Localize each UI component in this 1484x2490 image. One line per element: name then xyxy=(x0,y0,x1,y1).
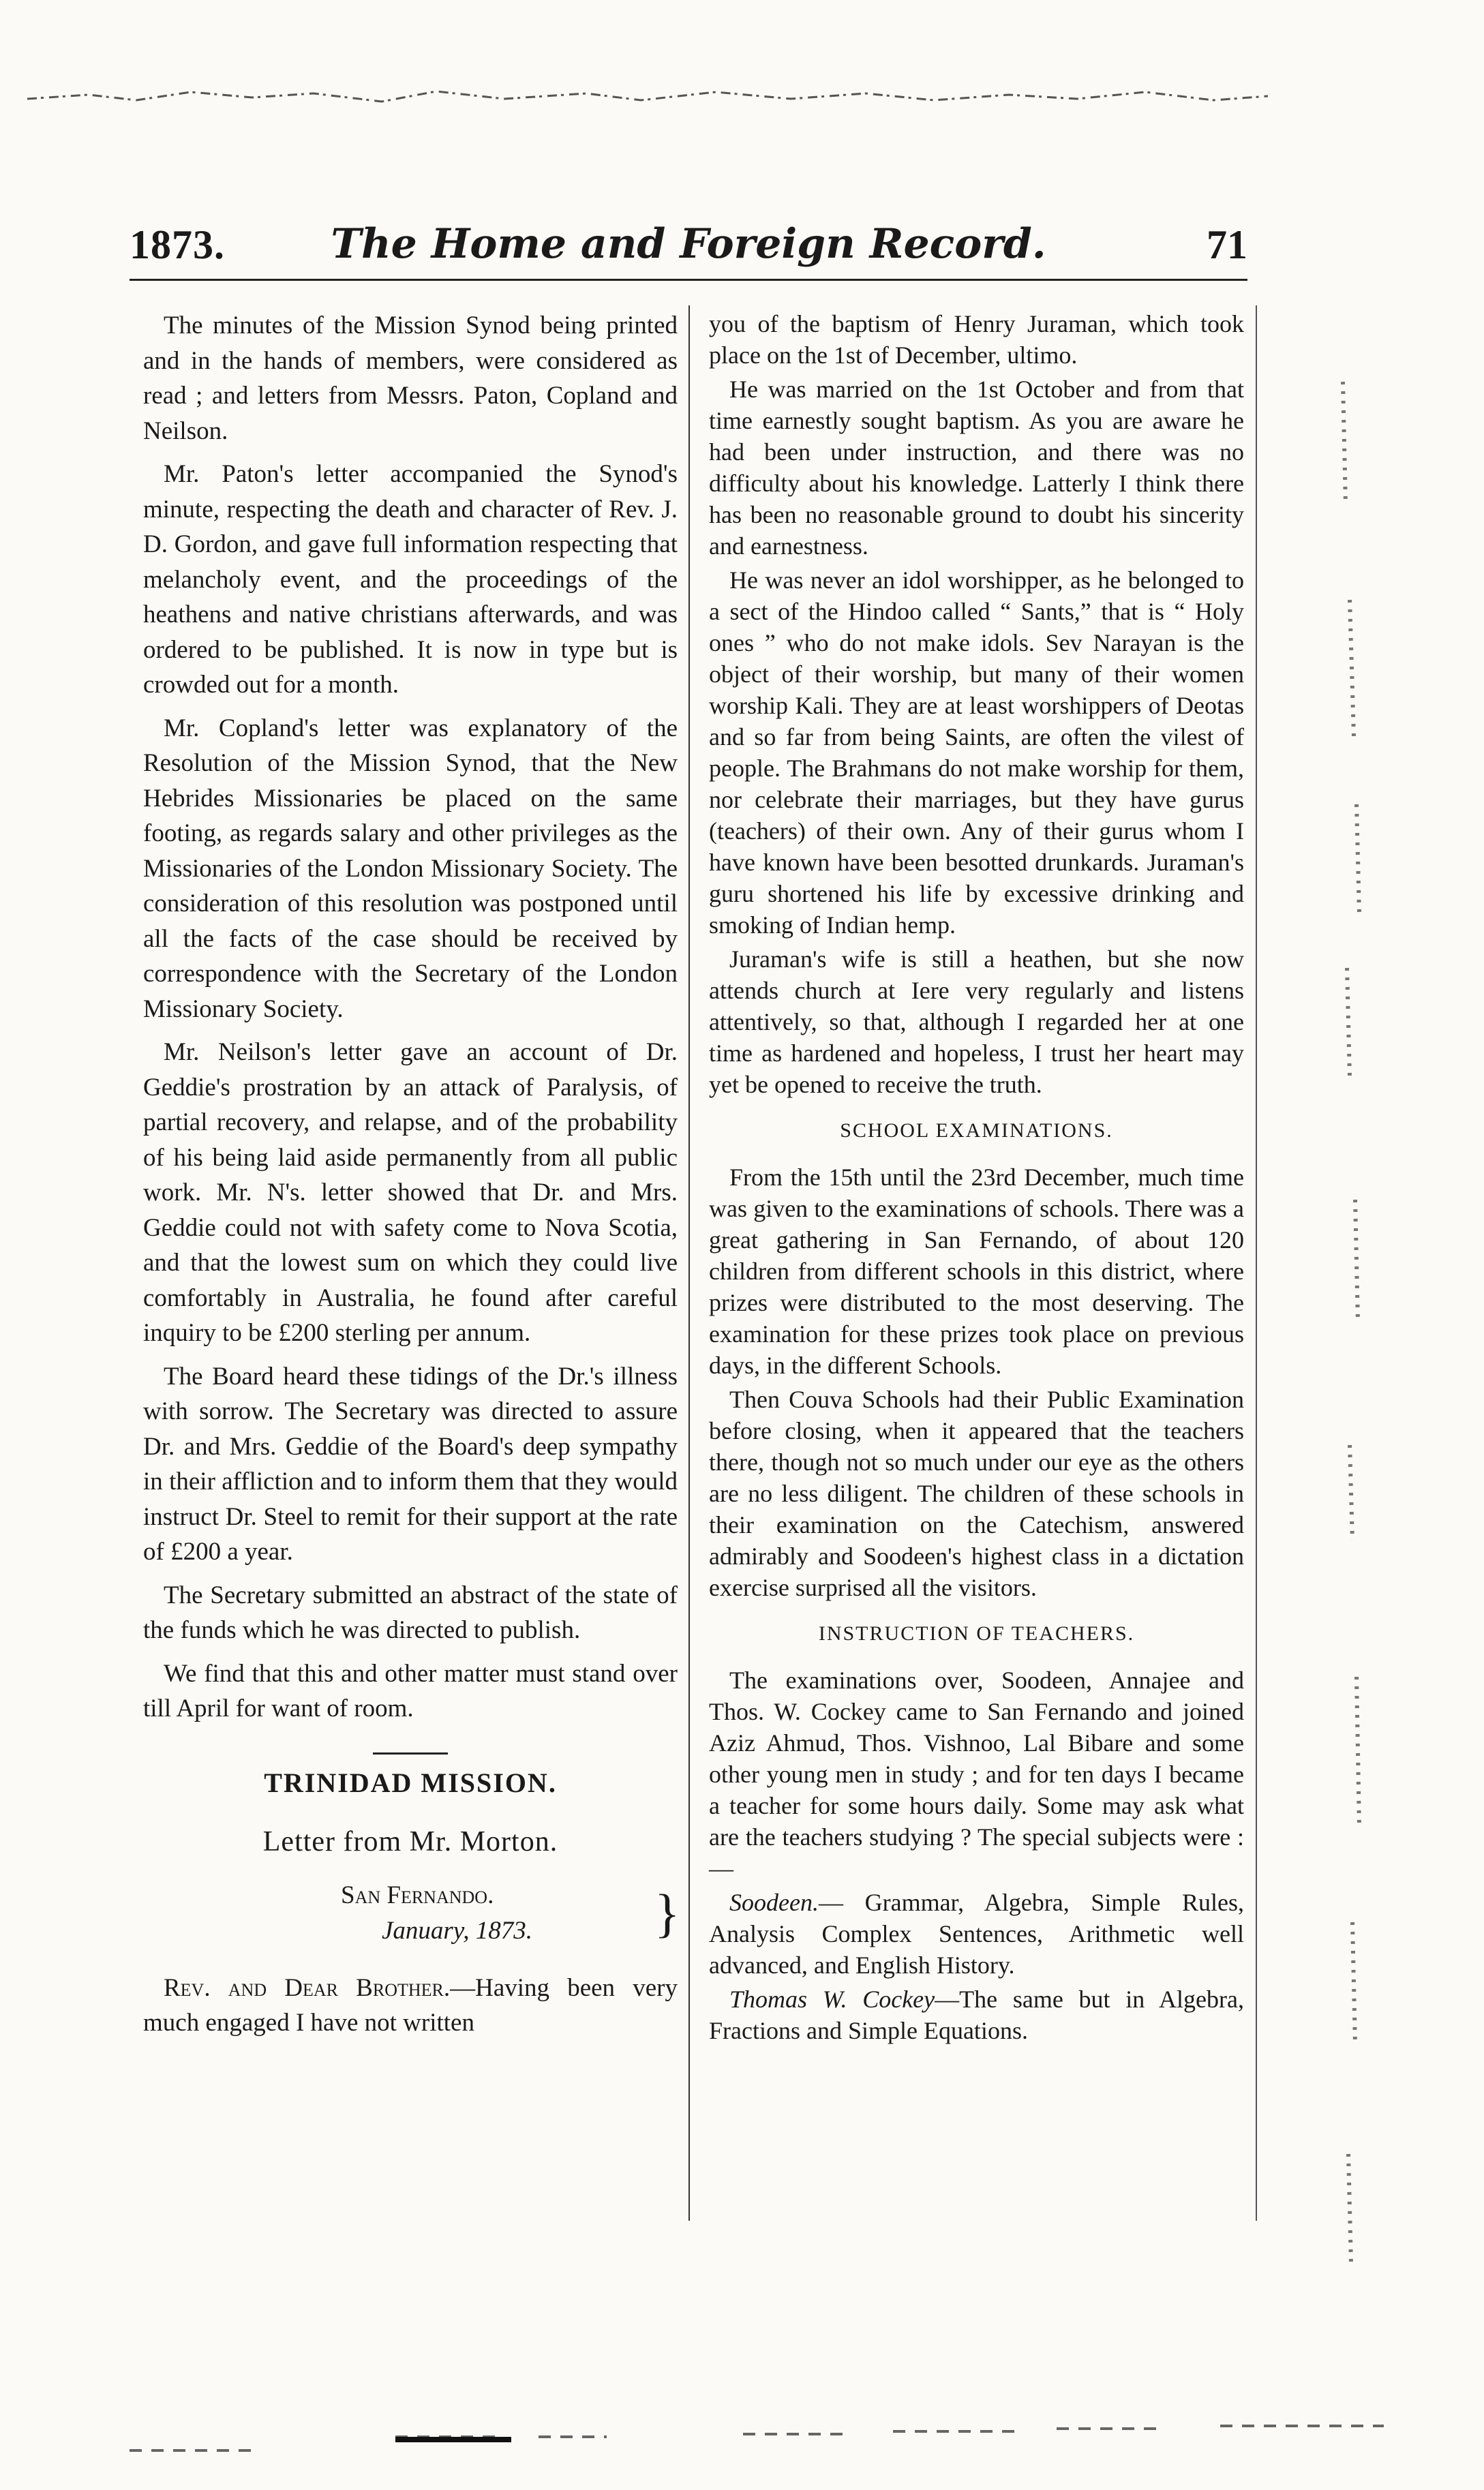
cockey-name: Thomas W. Cockey xyxy=(729,1986,935,2013)
paragraph: Mr. Paton's letter accompanied the Synod's minute, respecting the death and character of Rev. J. D. Gordon, and gave full information respecting that melancholy event, and the proceedings of the heathens and native christians afterwards, and was ordered to be published. It is now in type but is crowded out for a month. xyxy=(143,460,678,699)
scan-noise-top xyxy=(27,85,1268,108)
paragraph: Mr. Copland's letter was explanatory of the Resolution of the Mission Synod, that the New Hebrides Missionaries be placed on the same footing, as regards salary and other privileges as the Missionaries of the London Missionary Society. The consideration of this resolution was postponed until all the facts of the case should be received by correspondence with the Secretary of the London Missionary Society. xyxy=(143,714,678,1023)
dateline xyxy=(143,1878,678,1954)
brace-glyph: } xyxy=(654,1883,680,1943)
subheading-instruction-of-teachers: INSTRUCTION OF TEACHERS. xyxy=(818,1622,1135,1645)
left-column xyxy=(143,308,678,2041)
section-title: TRINIDAD MISSION. xyxy=(264,1767,557,1798)
dateline-date: January, 1873. xyxy=(382,1916,532,1945)
right-margin-rule xyxy=(1256,305,1257,2221)
letter-title: Letter from Mr. Morton. xyxy=(262,1826,558,1857)
header-rule xyxy=(130,279,1247,281)
header-title: The Home and Foreign Record. xyxy=(331,220,1046,268)
header-page-number: 71 xyxy=(1207,222,1247,267)
letter-opening xyxy=(143,1971,678,2041)
column-divider xyxy=(688,305,690,2221)
cockey-subjects: —The same but in Algebra, Fractions and Simple Equations. xyxy=(709,1986,1244,2044)
dateline-place: San Fernando. xyxy=(341,1881,494,1909)
paragraph-cockey xyxy=(709,1984,1244,2046)
soodeen-name: Soodeen. xyxy=(729,1889,819,1916)
paragraph: you of the baptism of Henry Juraman, which took place on the 1st of December, ultimo. xyxy=(709,310,1244,369)
paragraph: Juraman's wife is still a heathen, but she now attends church at Iere very regularly and listens attentively, so that, although I regarded her at one time as hardened and hopeless, I trust her heart may yet be opened to receive the truth. xyxy=(709,945,1244,1098)
paragraph: The minutes of the Mission Synod being printed and in the hands of members, were considered as read ; and letters from Messrs. Paton, Copland and Neilson. xyxy=(143,312,678,445)
header-year: 1873. xyxy=(130,222,225,267)
paragraph: The examinations over, Soodeen, Annajee and Thos. W. Cockey came to San Fernando and joined Aziz Ahmud, Thos. Vishnoo, Lal Bibare and some other young men in study ; and for ten days I became a teacher for some hours daily. Some may ask what are the teachers studying ? The special subjects were :— xyxy=(709,1667,1244,1882)
salutation: Rev. and Dear Brother. xyxy=(164,1973,451,2002)
paragraph: The Board heard these tidings of the Dr.'s illness with sorrow. The Secretary was directed to assure Dr. and Mrs. Geddie of the Board's deep sympathy in their affliction and to inform them that they would instruct Dr. Steel to remit for their support at the rate of £200 a year. xyxy=(143,1362,678,1566)
section-rule xyxy=(373,1752,448,1755)
margin-speckle xyxy=(1329,382,1438,2318)
paragraph: He was never an idol worshipper, as he belonged to a sect of the Hindoo called “ Sants,” that is “ Holy ones ” who do not make idols. Sev Narayan is the object of their worship, but many of their women worship Kali. They are at least worshippers of Deotas and so far from being Saints, are often the vilest of people. The Brahmans do not make worship for them, nor celebrate their marriages, but they have gurus (teachers) of their own. Any of their gurus whom I have known have been besotted drunkards. Juraman's guru shortened his life by excessive drinking and smoking of Indian hemp. xyxy=(709,566,1244,939)
paragraph: The Secretary submitted an abstract of the state of the funds which he was directed to publish. xyxy=(143,1581,678,1644)
soodeen-subjects: — Grammar, Algebra, Simple Rules, Analysis Complex Sentences, Arithmetic well advanced, and English History. xyxy=(709,1889,1244,1979)
opening-text: —Having been very much engaged I have not written xyxy=(143,1973,678,2037)
paragraph: Mr. Neilson's letter gave an account of Dr. Geddie's prostration by an attack of Paralysis, of partial recovery, and relapse, and of the probability of his being laid aside permanently from all public work. Mr. N's. letter showed that Dr. and Mrs. Geddie could not with safety come to Nova Scotia, and that the lowest sum on which they could live comfortably in Australia, he found after careful inquiry to be £200 sterling per annum. xyxy=(143,1038,678,1347)
paragraph: He was married on the 1st October and from that time earnestly sought baptism. As you are aware he had been under instruction, and there was no difficulty about his knowledge. Latterly I think there has been no reasonable ground to doubt his sincerity and earnestness. xyxy=(709,376,1244,560)
paragraph: From the 15th until the 23rd December, much time was given to the examinations of schools. There was a great gathering in San Fernando, of about 120 children from different schools in this district, where prizes were distributed to the most deserving. The examination for these prizes took place on previous days, in the different Schools. xyxy=(709,1164,1244,1379)
right-column xyxy=(709,308,1244,2046)
paragraph: Then Couva Schools had their Public Examination before closing, when it appeared that the teachers there, though not so much under our eye as the others are no less diligent. The children of these schools in their examination on the Catechism, answered admirably and Soodeen's highest class in a dictation exercise surprised all the visitors. xyxy=(709,1386,1244,1601)
scan-noise-bottom xyxy=(130,2416,1384,2464)
paragraph: We find that this and other matter must stand over till April for want of room. xyxy=(143,1659,678,1722)
running-header xyxy=(130,222,1247,283)
paragraph-soodeen xyxy=(709,1887,1244,1981)
subheading-school-examinations: SCHOOL EXAMINATIONS. xyxy=(840,1119,1113,1142)
